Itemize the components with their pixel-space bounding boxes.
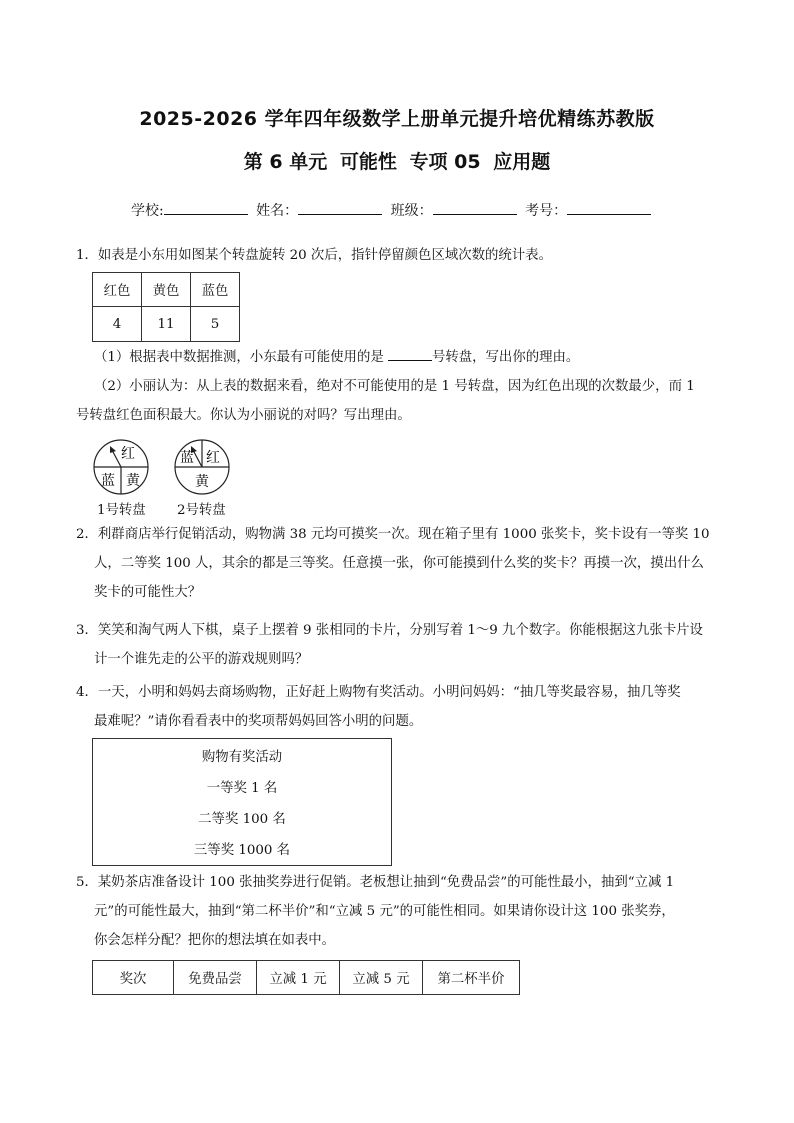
table-header-cell: 立减 5 元 (340, 961, 423, 995)
q4-prize-box (92, 738, 392, 866)
q2-line2: 人，二等奖 100 人，其余的都是三等奖。任意摸一张，你可能摸到什么奖的奖卡？再摸一次，摸出什么 (94, 556, 704, 571)
question-1-stem (76, 241, 722, 270)
spinner-2-label-blue: 蓝 (180, 450, 194, 466)
table-cell: 5 (191, 307, 240, 342)
table-header-cell: 立减 1 元 (257, 961, 340, 995)
page-title: 2025-2026 学年四年级数学上册单元提升培优精练苏教版 (139, 108, 655, 130)
table-header-cell: 奖次 (93, 961, 174, 995)
class-label: 班级： (390, 203, 433, 219)
question-4 (76, 678, 722, 736)
q3-line1: 3．笑笑和淘气两人下棋，桌子上摆着 9 张相同的卡片，分别写着 1～9 九个数字。你能根据这九张卡片设 (76, 623, 703, 638)
question-5 (76, 868, 722, 955)
table-cell: 4 (93, 307, 142, 342)
table-header-cell: 免费品尝 (174, 961, 257, 995)
spinner-2-caption: 2号转盘 (177, 503, 226, 518)
q5-answer-table (92, 960, 520, 995)
table-row (93, 961, 520, 995)
prize-box-title: 购物有奖活动 (201, 750, 283, 765)
table-header-cell: 红色 (93, 273, 142, 307)
q3-line2: 计一个谁先走的公平的游戏规则吗？ (94, 652, 309, 667)
spinner-1-label-blue: 蓝 (101, 473, 115, 489)
spinner-2-label-red: 红 (206, 450, 220, 466)
name-label: 姓名： (256, 203, 299, 219)
spinner-2-label-yellow: 黄 (195, 474, 209, 490)
table-header-cell: 蓝色 (191, 273, 240, 307)
subtitle-section: 专项 05 (409, 151, 481, 173)
question-2 (76, 520, 722, 607)
class-field[interactable] (433, 200, 517, 215)
q1-stats-table (92, 272, 240, 342)
subtitle-type: 应用题 (493, 151, 551, 173)
q5-line3: 你会怎样分配？把你的想法填在如表中。 (94, 933, 336, 948)
student-info-row (131, 200, 655, 220)
question-1-parts (76, 343, 722, 430)
q1-stem-text: 1．如表是小东用如图某个转盘旋转 20 次后，指针停留颜色区域次数的统计表。 (76, 248, 552, 263)
spinner-1-caption: 1号转盘 (97, 503, 146, 518)
table-cell: 11 (142, 307, 191, 342)
q4-line2: 最难呢？”请你看看表中的奖项帮妈妈回答小明的问题。 (94, 714, 423, 729)
q5-line1: 5．某奶茶店准备设计 100 张抽奖券进行促销。老板想让抽到“免费品尝”的可能性最小，抽到“立减 1 (76, 875, 675, 890)
q1-part2-line1: （2）小丽认为：从上表的数据来看，绝对不可能使用的是 1 号转盘，因为红色出现的次数最少，而 1 (94, 379, 695, 394)
spinner-1-label-yellow: 黄 (126, 473, 140, 489)
q1-answer-blank[interactable] (388, 347, 432, 361)
subtitle-topic: 可能性 (339, 151, 397, 173)
table-row (93, 307, 240, 342)
pointer-arrow-icon (110, 446, 116, 453)
page-subtitle (0, 147, 794, 174)
q1-part1-text-end: 号转盘，写出你的理由。 (431, 350, 580, 365)
exam-number-field[interactable] (567, 200, 651, 215)
table-header-cell: 第二杯半价 (423, 961, 520, 995)
name-field[interactable] (298, 200, 382, 215)
spinner-diagram (92, 436, 242, 496)
q1-part1-text: （1）根据表中数据推测，小东最有可能使用的是 (94, 350, 388, 365)
table-row (93, 273, 240, 307)
table-header-cell: 黄色 (142, 273, 191, 307)
q2-line3: 奖卡的可能性大？ (94, 585, 202, 600)
spinner-1-label-red: 红 (121, 446, 135, 462)
q4-line1: 4．一天，小明和妈妈去商场购物，正好赶上购物有奖活动。小明问妈妈：“抽几等奖最容易，抽几等奖 (76, 685, 681, 700)
prize-third: 三等奖 1000 名 (193, 843, 291, 858)
q2-line1: 2．利群商店举行促销活动，购物满 38 元均可摸奖一次。现在箱子里有 1000 张奖卡，奖卡设有一等奖 10 (76, 527, 710, 542)
q5-line2: 元”的可能性最大，抽到“第二杯半价”和“立减 5 元”的可能性相同。如果请你设计这 100 张奖券， (94, 904, 675, 919)
spinner-2 (175, 440, 229, 494)
question-3 (76, 616, 722, 674)
subtitle-unit: 第 6 单元 (243, 151, 328, 173)
q1-part1 (76, 343, 722, 372)
school-field[interactable] (164, 200, 248, 215)
school-label: 学校: (131, 203, 164, 219)
prize-first: 一等奖 1 名 (206, 781, 278, 796)
exam-number-label: 考号： (525, 203, 568, 219)
q1-part2-line2: 号转盘红色面积最大。你认为小丽说的对吗？写出理由。 (76, 408, 411, 423)
prize-second: 二等奖 100 名 (198, 812, 286, 827)
spinner-1 (94, 440, 148, 494)
